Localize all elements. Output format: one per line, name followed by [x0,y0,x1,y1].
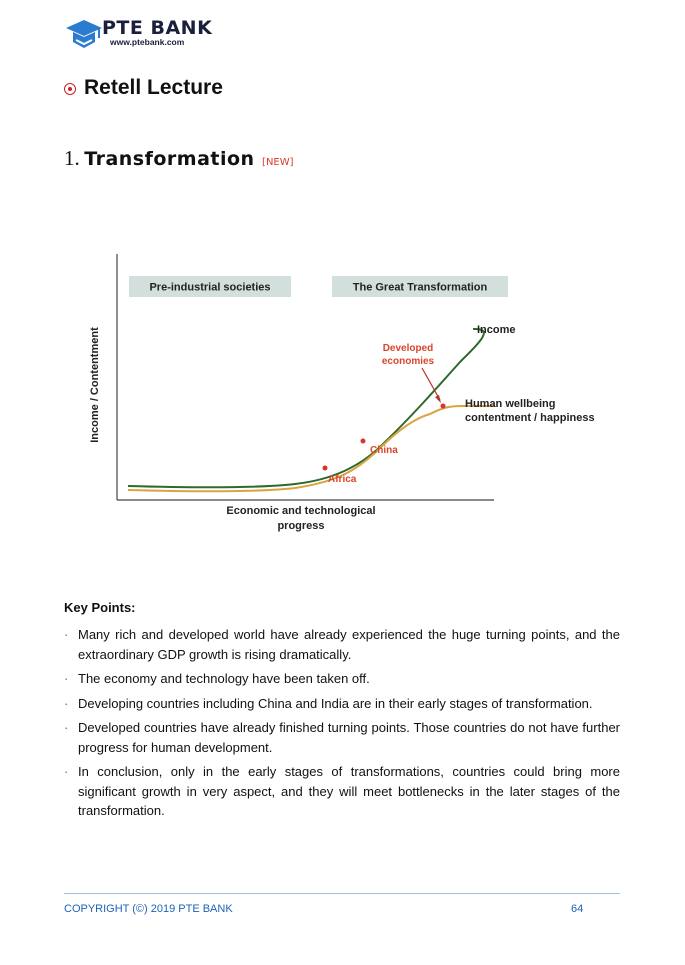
new-badge: [NEW] [262,157,294,168]
x-axis-label-line1: Economic and technological [226,505,376,517]
annotation-china: China [370,445,398,456]
topic-number: 1. [64,146,80,170]
key-points-list [64,625,620,826]
radio-bullet-icon [64,83,76,95]
graduation-cap-icon [64,18,104,50]
marker-africa [323,466,328,471]
list-item [64,718,620,757]
bullet-icon: · [64,764,69,779]
section-title [64,76,223,100]
series-wellbeing-line [128,406,494,491]
bullet-icon: · [64,720,69,735]
footer-copyright: COPYRIGHT (©) 2019 PTE BANK [64,903,233,915]
marker-developed [441,404,446,409]
y-axis-label: Income / Contentment [89,327,101,443]
annotation-developed-line1: Developed [382,343,434,354]
section-title-text: Retell Lecture [84,76,223,99]
phase-label-preindustrial: Pre-industrial societies [149,281,271,294]
brand-name: PTE BANK [102,17,213,39]
marker-china [361,439,366,444]
bullet-icon: · [64,671,69,686]
topic-name: Transformation [84,148,255,170]
series-label-wellbeing-line2: contentment / happiness [465,412,595,424]
transformation-chart [80,250,620,540]
brand-url: www.ptebank.com [110,37,185,47]
list-item-text: In conclusion, only in the early stages of transformations, countries could bring more significant growth in very aspect, and they will meet bottlenecks in the later stages of the transformation. [78,764,620,818]
list-item [64,694,620,714]
page-number: 64 [571,903,584,915]
annotation-developed-line2: economies [381,356,435,367]
list-item [64,762,620,821]
topic-heading [64,146,294,171]
bullet-icon: · [64,695,69,711]
footer-divider [64,893,620,894]
annotation-africa: Africa [328,474,357,485]
key-points-title: Key Points: [64,600,136,615]
x-axis-label-line2: progress [277,520,325,532]
series-label-income: Income [477,324,516,336]
list-item [64,625,620,664]
series-label-wellbeing-line1: Human wellbeing [465,398,556,410]
bullet-icon: · [64,627,69,642]
list-item-text: Developed countries have already finished turning points. Those countries do not have further progress for human development. [78,720,620,755]
list-item-text: Many rich and developed world have already experienced the huge turning points, and the extraordinary GDP growth is rising dramatically. [78,627,620,662]
list-item-text: The economy and technology have been taken off. [78,671,370,686]
list-item [64,669,620,689]
brand-logo [64,18,224,52]
phase-label-transformation: The Great Transformation [352,281,488,294]
list-item-text: Developing countries including China and India are in their early stages of transformation. [78,695,593,711]
